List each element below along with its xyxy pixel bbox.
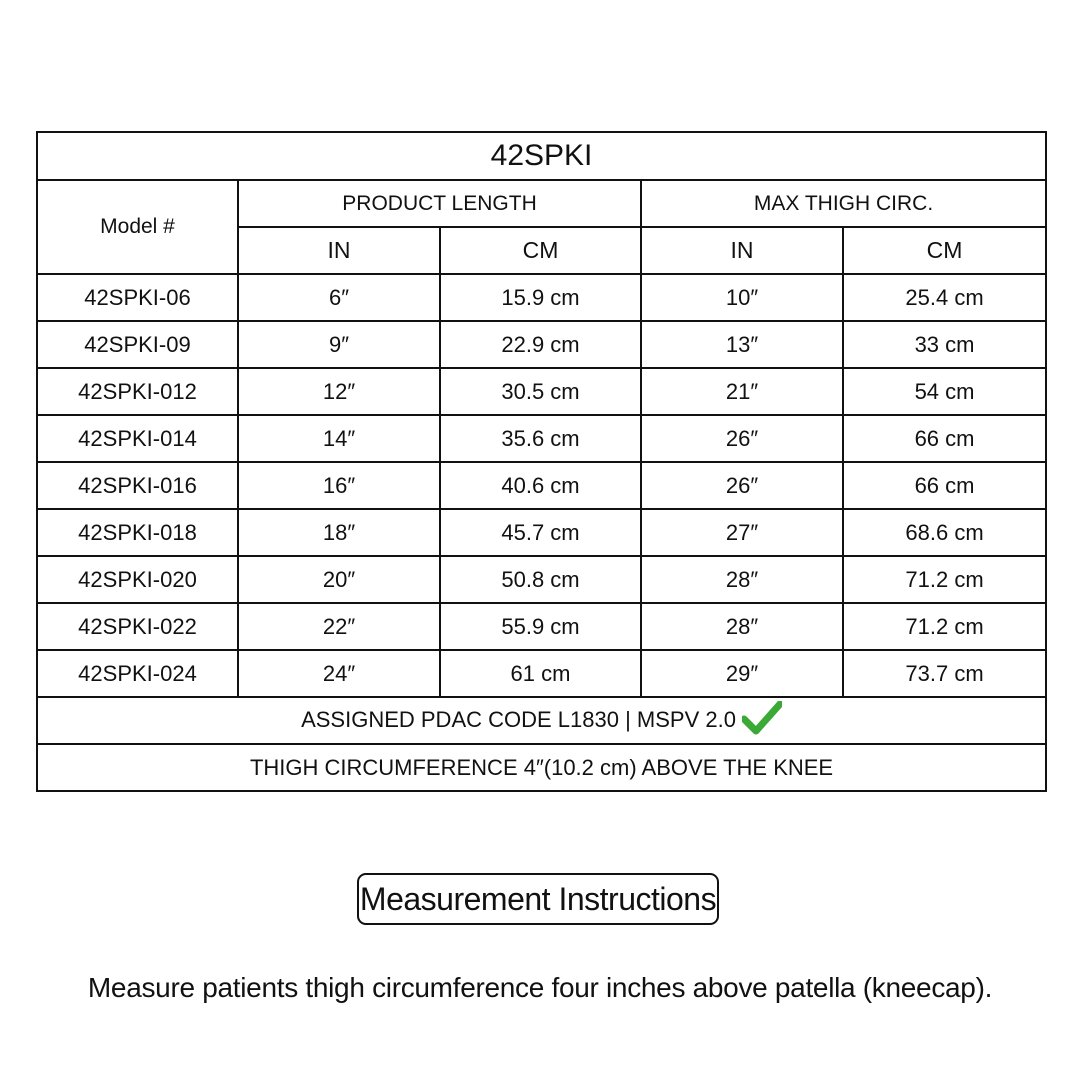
thigh-in-cell: 29″ bbox=[641, 650, 843, 697]
thigh-in-cell: 10″ bbox=[641, 274, 843, 321]
thigh-in-cell: 13″ bbox=[641, 321, 843, 368]
length-cm-cell: 45.7 cm bbox=[440, 509, 641, 556]
length-in-cell: 9″ bbox=[238, 321, 440, 368]
thigh-cm-cell: 25.4 cm bbox=[843, 274, 1046, 321]
thigh-cm-cell: 66 cm bbox=[843, 462, 1046, 509]
table-row bbox=[37, 274, 1046, 321]
table-row bbox=[37, 368, 1046, 415]
length-in-header: IN bbox=[238, 227, 440, 274]
length-in-cell: 12″ bbox=[238, 368, 440, 415]
table-title: 42SPKI bbox=[37, 132, 1046, 180]
length-cm-cell: 61 cm bbox=[440, 650, 641, 697]
model-cell: 42SPKI-018 bbox=[37, 509, 238, 556]
thigh-cm-cell: 66 cm bbox=[843, 415, 1046, 462]
length-in-cell: 20″ bbox=[238, 556, 440, 603]
table-row bbox=[37, 556, 1046, 603]
thigh-cm-cell: 33 cm bbox=[843, 321, 1046, 368]
length-cm-cell: 55.9 cm bbox=[440, 603, 641, 650]
pdac-code-row bbox=[37, 697, 1046, 744]
thigh-cm-header: CM bbox=[843, 227, 1046, 274]
length-in-cell: 14″ bbox=[238, 415, 440, 462]
table-row bbox=[37, 321, 1046, 368]
length-cm-cell: 15.9 cm bbox=[440, 274, 641, 321]
length-cm-cell: 35.6 cm bbox=[440, 415, 641, 462]
length-in-cell: 22″ bbox=[238, 603, 440, 650]
model-cell: 42SPKI-022 bbox=[37, 603, 238, 650]
length-cm-cell: 30.5 cm bbox=[440, 368, 641, 415]
length-in-cell: 18″ bbox=[238, 509, 440, 556]
model-cell: 42SPKI-012 bbox=[37, 368, 238, 415]
model-cell: 42SPKI-024 bbox=[37, 650, 238, 697]
thigh-cm-cell: 73.7 cm bbox=[843, 650, 1046, 697]
model-cell: 42SPKI-014 bbox=[37, 415, 238, 462]
table-row bbox=[37, 415, 1046, 462]
pdac-code-text: ASSIGNED PDAC CODE L1830 | MSPV 2.0 bbox=[301, 706, 736, 732]
thigh-in-header: IN bbox=[641, 227, 843, 274]
table-row bbox=[37, 509, 1046, 556]
model-cell: 42SPKI-016 bbox=[37, 462, 238, 509]
model-cell: 42SPKI-06 bbox=[37, 274, 238, 321]
length-cm-cell: 50.8 cm bbox=[440, 556, 641, 603]
thigh-cm-cell: 68.6 cm bbox=[843, 509, 1046, 556]
thigh-cm-cell: 71.2 cm bbox=[843, 556, 1046, 603]
thigh-in-cell: 28″ bbox=[641, 603, 843, 650]
product-length-header: PRODUCT LENGTH bbox=[238, 180, 641, 227]
model-cell: 42SPKI-020 bbox=[37, 556, 238, 603]
size-chart-table bbox=[36, 131, 1047, 792]
measurement-instructions-text: Measure patients thigh circumference four inches above patella (kneecap). bbox=[87, 972, 993, 1003]
check-icon bbox=[742, 701, 782, 741]
table-row bbox=[37, 603, 1046, 650]
model-cell: 42SPKI-09 bbox=[37, 321, 238, 368]
length-cm-cell: 40.6 cm bbox=[440, 462, 641, 509]
thigh-in-cell: 27″ bbox=[641, 509, 843, 556]
thigh-in-cell: 21″ bbox=[641, 368, 843, 415]
length-in-cell: 6″ bbox=[238, 274, 440, 321]
measurement-instructions-heading: Measurement Instructions bbox=[357, 873, 719, 925]
length-cm-header: CM bbox=[440, 227, 641, 274]
thigh-cm-cell: 71.2 cm bbox=[843, 603, 1046, 650]
length-cm-cell: 22.9 cm bbox=[440, 321, 641, 368]
table-row bbox=[37, 462, 1046, 509]
max-thigh-circ-header: MAX THIGH CIRC. bbox=[641, 180, 1046, 227]
length-in-cell: 24″ bbox=[238, 650, 440, 697]
model-header: Model # bbox=[37, 180, 238, 274]
thigh-in-cell: 28″ bbox=[641, 556, 843, 603]
thigh-in-cell: 26″ bbox=[641, 415, 843, 462]
thigh-cm-cell: 54 cm bbox=[843, 368, 1046, 415]
thigh-note-row: THIGH CIRCUMFERENCE 4″(10.2 cm) ABOVE THE KNEE bbox=[37, 744, 1046, 791]
length-in-cell: 16″ bbox=[238, 462, 440, 509]
thigh-in-cell: 26″ bbox=[641, 462, 843, 509]
table-row bbox=[37, 650, 1046, 697]
